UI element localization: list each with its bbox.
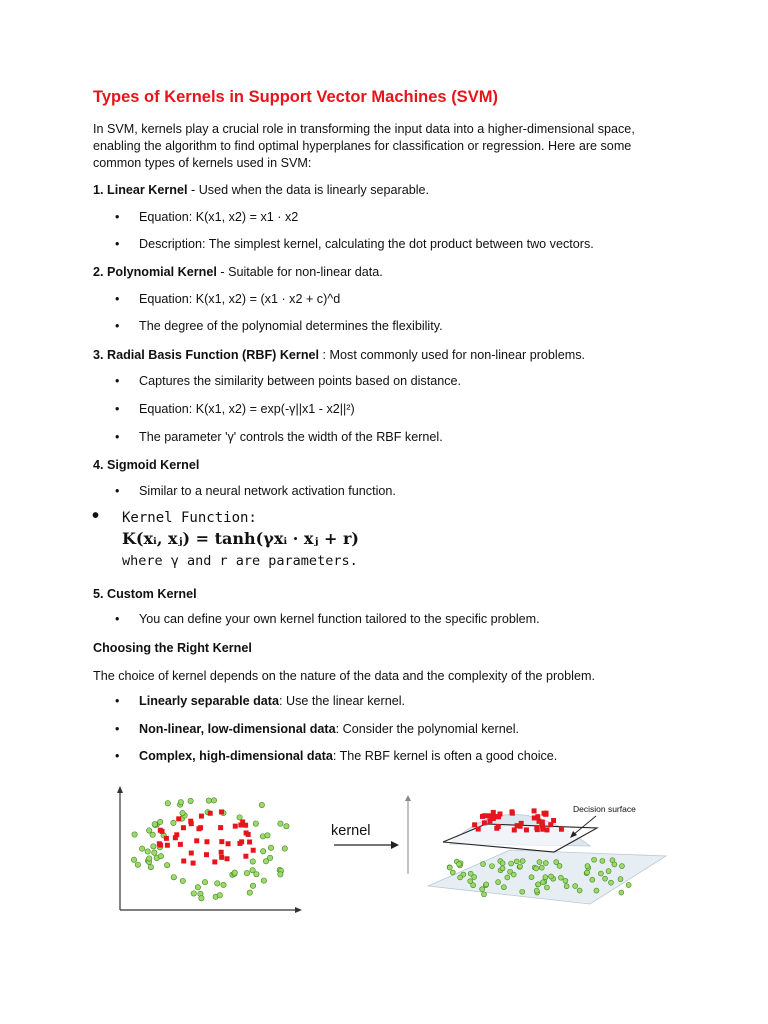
red-point (198, 825, 203, 830)
bullet-bold: Non-linear, low-dimensional data (139, 722, 336, 736)
green-point (606, 869, 611, 874)
red-point (512, 827, 517, 832)
green-point (199, 896, 204, 901)
red-point (543, 812, 548, 817)
green-point (598, 871, 603, 876)
green-point (529, 875, 534, 880)
green-point (600, 858, 605, 863)
bullet-dot: • (115, 612, 120, 626)
red-point (239, 839, 244, 844)
green-point (577, 888, 582, 893)
green-point (537, 860, 542, 865)
green-point (259, 802, 264, 807)
bullet-rest: : The RBF kernel is often a good choice. (332, 749, 558, 763)
green-point (450, 870, 455, 875)
kernel-trick-diagram (110, 786, 670, 916)
red-point (535, 827, 540, 832)
green-point (626, 882, 631, 887)
bullet-text (139, 722, 519, 736)
green-point (536, 882, 541, 887)
red-point (482, 820, 487, 825)
green-point (472, 874, 477, 879)
rbf-kernel-title: 3. Radial Basis Function (RBF) Kernel (93, 348, 320, 362)
red-point (199, 814, 204, 819)
bullet-text: Similar to a neural network activation function. (139, 484, 396, 498)
green-point (152, 850, 157, 855)
red-point (191, 861, 196, 866)
green-point (501, 885, 506, 890)
red-point (219, 839, 224, 844)
red-point (491, 810, 496, 815)
red-point (509, 809, 514, 814)
green-point (505, 875, 510, 880)
green-point (592, 857, 597, 862)
green-point (618, 877, 623, 882)
red-point (173, 835, 178, 840)
red-point (212, 859, 217, 864)
bullet-dot: • (92, 505, 100, 527)
green-point (539, 865, 544, 870)
green-point (150, 832, 155, 837)
green-point (132, 832, 137, 837)
green-point (171, 875, 176, 880)
green-point (135, 862, 140, 867)
polynomial-kernel-heading (93, 264, 383, 281)
bullet-text: You can define your own kernel function tailored to the specific problem. (139, 612, 540, 626)
red-point (208, 811, 213, 816)
green-point (206, 798, 211, 803)
green-point (278, 821, 283, 826)
red-point (496, 814, 501, 819)
bullet-dot: • (115, 210, 120, 224)
green-point (147, 856, 152, 861)
red-point (204, 852, 209, 857)
bullet-dot: • (115, 484, 120, 498)
red-point (251, 848, 256, 853)
green-point (254, 872, 259, 877)
green-point (612, 862, 617, 867)
sigmoid-kernel-title: 4. Sigmoid Kernel (93, 458, 200, 472)
green-point (534, 888, 539, 893)
custom-kernel-title: 5. Custom Kernel (93, 587, 197, 601)
polynomial-kernel-desc: - Suitable for non-linear data. (216, 265, 383, 279)
red-point (548, 822, 553, 827)
red-point (218, 825, 223, 830)
green-point (500, 866, 505, 871)
bullet-rest: : Use the linear kernel. (279, 694, 405, 708)
red-point (559, 827, 564, 832)
bullet-text: Equation: K(x1, x2) = (x1 · x2 + c)^d (139, 292, 341, 306)
green-point (217, 893, 222, 898)
green-point (558, 875, 563, 880)
red-point (490, 814, 495, 819)
green-point (468, 879, 473, 884)
green-point (263, 859, 268, 864)
rbf-kernel-desc: : Most commonly used for non-linear problems. (319, 348, 586, 362)
green-point (619, 864, 624, 869)
red-point (194, 838, 199, 843)
rbf-kernel-heading (93, 347, 585, 364)
red-point (178, 842, 183, 847)
red-point (476, 827, 481, 832)
green-point (500, 861, 505, 866)
bullet-dot: • (115, 722, 120, 736)
linear-kernel-desc: - Used when the data is linearly separable. (187, 183, 430, 197)
green-point (165, 801, 170, 806)
green-point (594, 888, 599, 893)
bullet-text (139, 694, 405, 708)
bullet-rest: : Consider the polynomial kernel. (335, 722, 520, 736)
green-point (549, 874, 554, 879)
green-point (247, 890, 252, 895)
document-title: Types of Kernels in Support Vector Machines (SVM) (93, 88, 498, 106)
bullet-dot: • (115, 402, 120, 416)
decision-surface-label: Decision surface (573, 804, 636, 814)
choosing-title: Choosing the Right Kernel (93, 641, 252, 655)
linear-kernel-title: 1. Linear Kernel (93, 183, 188, 197)
linear-kernel-heading (93, 182, 429, 199)
bullet-text: Equation: K(x1, x2) = x1 · x2 (139, 210, 299, 224)
red-point (157, 841, 162, 846)
red-point (176, 816, 181, 821)
formula-equation: K(xᵢ, xⱼ) = tanh(γxᵢ · xⱼ + r) (122, 529, 359, 548)
green-point (145, 849, 150, 854)
bullet-dot: • (115, 237, 120, 251)
green-point (511, 872, 516, 877)
green-point (458, 875, 463, 880)
green-point (563, 878, 568, 883)
green-point (564, 884, 569, 889)
left-y-arrowhead (117, 786, 123, 793)
red-point (243, 854, 248, 859)
red-point (181, 825, 186, 830)
green-point (244, 870, 249, 875)
intro-line-2: enabling the algorithm to find optimal hyperplanes for classification or regression. Here are some (93, 139, 632, 153)
bullet-dot: • (115, 319, 120, 333)
green-point (158, 853, 163, 858)
bullet-dot: • (115, 430, 120, 444)
green-point (544, 885, 549, 890)
green-point (534, 866, 539, 871)
green-point (540, 880, 545, 885)
sigmoid-kernel-heading (93, 457, 199, 474)
choosing-heading (93, 640, 252, 657)
green-point (211, 798, 216, 803)
green-point (518, 864, 523, 869)
red-point (219, 809, 224, 814)
bullet-text: Captures the similarity between points based on distance. (139, 374, 462, 388)
red-point (540, 820, 545, 825)
green-point (157, 819, 162, 824)
red-point (524, 827, 529, 832)
red-point (165, 843, 170, 848)
intro-line-3: common types of kernels used in SVM: (93, 156, 312, 170)
green-point (514, 859, 519, 864)
red-point (544, 827, 549, 832)
bullet-dot: • (115, 292, 120, 306)
red-point (233, 824, 238, 829)
bullet-text: Description: The simplest kernel, calculating the dot product between two vectors. (139, 237, 594, 251)
green-point (557, 863, 562, 868)
green-point (543, 861, 548, 866)
green-point (496, 880, 501, 885)
red-point (219, 850, 224, 855)
bullet-text: Equation: K(x1, x2) = exp(-γ||x1 - x2||²) (139, 402, 355, 416)
red-point (219, 855, 224, 860)
left-x-arrowhead (295, 907, 302, 913)
bullet-bold: Complex, high-dimensional data (139, 749, 333, 763)
green-point (590, 877, 595, 882)
green-point (260, 849, 265, 854)
green-point (585, 864, 590, 869)
red-point (532, 815, 537, 820)
green-point (484, 882, 489, 887)
green-point (265, 833, 270, 838)
green-point (180, 878, 185, 883)
green-point (482, 892, 487, 897)
green-point (282, 846, 287, 851)
green-point (603, 876, 608, 881)
bullet-text: The parameter 'γ' controls the width of the RBF kernel. (139, 430, 443, 444)
green-point (139, 846, 144, 851)
bullet-text (139, 749, 557, 763)
green-point (237, 815, 242, 820)
red-point (181, 859, 186, 864)
sigmoid-formula-image (92, 507, 432, 573)
green-point (250, 859, 255, 864)
red-point (515, 823, 520, 828)
green-point (215, 881, 220, 886)
green-point (520, 859, 525, 864)
custom-kernel-heading (93, 586, 197, 603)
green-point (278, 872, 283, 877)
green-point (481, 862, 486, 867)
kernel-arrow-label: kernel (331, 823, 371, 839)
green-point (191, 891, 196, 896)
green-point (180, 810, 185, 815)
green-point (131, 857, 136, 862)
red-point (204, 839, 209, 844)
red-point (225, 856, 230, 861)
green-point (221, 882, 226, 887)
red-point (247, 839, 252, 844)
green-point (152, 822, 157, 827)
green-point (284, 824, 289, 829)
red-point (480, 814, 485, 819)
green-point (232, 870, 237, 875)
green-point (509, 861, 514, 866)
red-point (238, 822, 243, 827)
red-point (532, 808, 537, 813)
green-point (188, 798, 193, 803)
bullet-bold: Linearly separable data (139, 694, 279, 708)
bullet-text: The degree of the polynomial determines the flexibility. (139, 319, 443, 333)
green-point (253, 821, 258, 826)
green-point (619, 890, 624, 895)
green-point (195, 885, 200, 890)
red-point (496, 824, 501, 829)
green-point (164, 862, 169, 867)
choosing-text: The choice of kernel depends on the nature of the data and the complexity of the problem. (93, 669, 595, 683)
formula-title: Kernel Function: (122, 510, 257, 526)
right-z-arrowhead (405, 795, 411, 801)
bullet-dot: • (115, 694, 120, 708)
green-point (608, 880, 613, 885)
bullet-dot: • (115, 749, 120, 763)
polynomial-kernel-title: 2. Polynomial Kernel (93, 265, 217, 279)
red-point (226, 841, 231, 846)
red-point (158, 828, 163, 833)
green-point (457, 862, 462, 867)
green-point (480, 887, 485, 892)
red-point (164, 836, 169, 841)
green-point (520, 889, 525, 894)
green-point (171, 820, 176, 825)
red-point (244, 830, 249, 835)
green-point (261, 878, 266, 883)
green-point (151, 844, 156, 849)
green-point (178, 800, 183, 805)
green-point (573, 884, 578, 889)
bullet-dot: • (115, 374, 120, 388)
red-point (189, 821, 194, 826)
green-point (268, 845, 273, 850)
green-point (148, 864, 153, 869)
kernel-arrow-head (391, 841, 399, 849)
green-point (447, 865, 452, 870)
red-point (189, 851, 194, 856)
green-point (250, 883, 255, 888)
left-scatter-points (131, 798, 289, 901)
green-point (585, 870, 590, 875)
green-point (202, 879, 207, 884)
green-point (543, 875, 548, 880)
green-point (489, 864, 494, 869)
formula-note: where γ and r are parameters. (122, 553, 358, 569)
intro-line-1: In SVM, kernels play a crucial role in transforming the input data into a higher-dimensional space, (93, 122, 635, 136)
